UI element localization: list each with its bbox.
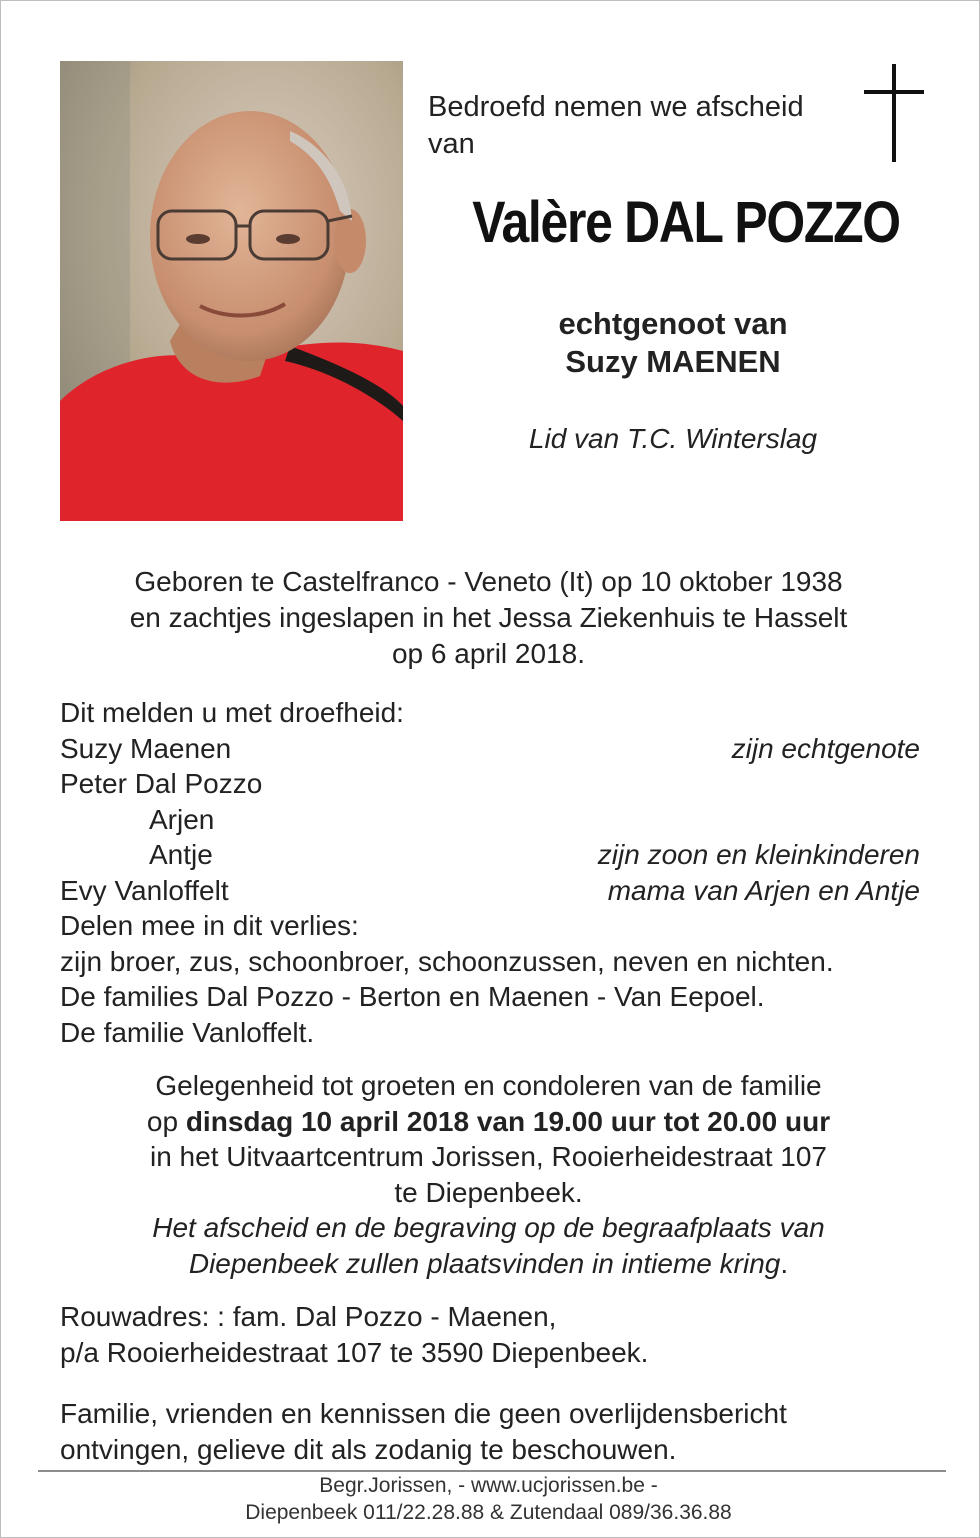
portrait-photo xyxy=(60,61,403,521)
funeral-home-footer xyxy=(41,1472,936,1526)
mourner-role: mama van Arjen en Antje xyxy=(607,874,920,906)
visit-location: in het Uitvaartcentrum Jorissen, Rooierheidestraat 107 xyxy=(149,1141,827,1172)
mourner-row xyxy=(60,766,920,802)
mourner-name: Suzy Maenen xyxy=(60,732,232,764)
intro-text: Bedroefd nemen we afscheid van xyxy=(428,91,804,160)
portrait-image xyxy=(60,61,403,521)
spouse-block xyxy=(471,305,875,381)
address-line: p/a Rooierheidestraat 107 te 3590 Diepenbeek. xyxy=(60,1336,649,1368)
address-line: Rouwadres: : fam. Dal Pozzo - Maenen, xyxy=(60,1301,557,1332)
mourner-name: Evy Vanloffelt xyxy=(60,874,229,906)
notice-text xyxy=(60,1396,940,1467)
visit-line: Gelegenheid tot groeten en condoleren van de familie xyxy=(155,1070,822,1101)
mourner-row xyxy=(60,802,920,838)
mourner-name: Peter Dal Pozzo xyxy=(60,768,263,799)
mourner-row xyxy=(60,873,920,909)
death-line: en zachtjes ingeslapen in het Jessa Ziekenhuis te Hasselt xyxy=(129,602,848,633)
membership-text: Lid van T.C. Winterslag xyxy=(528,423,818,454)
mourner-name: Antje xyxy=(149,839,213,870)
spouse-label: echtgenoot van xyxy=(558,306,788,341)
share-line: De families Dal Pozzo - Berton en Maenen - Van Eepoel. xyxy=(60,981,765,1012)
spouse-name: Suzy MAENEN xyxy=(565,344,781,379)
share-line: De familie Vanloffelt. xyxy=(60,1016,315,1048)
footer-line: Begr.Jorissen, - www.ucjorissen.be - xyxy=(319,1474,658,1497)
birth-line: Geboren te Castelfranco - Veneto (It) op 10 oktober 1938 xyxy=(134,566,843,597)
death-date-line: op 6 april 2018. xyxy=(391,638,586,669)
notice-line: ontvingen, gelieve dit als zodanig te beschouwen. xyxy=(60,1433,677,1465)
footer-line: Diepenbeek 011/22.28.88 & Zutendaal 089/36.36.88 xyxy=(245,1501,732,1524)
share-line: zijn broer, zus, schoonbroer, schoonzussen, neven en nichten. xyxy=(60,945,834,977)
mourner-role: zijn zoon en kleinkinderen xyxy=(597,839,920,870)
announcement-intro: Dit melden u met droefheid: xyxy=(60,697,404,728)
mourning-address xyxy=(60,1299,940,1370)
visitation-info xyxy=(41,1068,936,1281)
mourners-list xyxy=(60,695,920,1050)
visit-town: te Diepenbeek. xyxy=(394,1176,583,1208)
cross-icon xyxy=(864,64,924,162)
mourner-name: Arjen xyxy=(149,803,215,835)
notice-line: Familie, vrienden en kennissen die geen overlijdensbericht xyxy=(60,1398,787,1429)
burial-line: Diepenbeek zullen plaatsvinden in intieme kring. xyxy=(188,1247,789,1279)
deceased-name: Valère DAL POZZO xyxy=(472,190,900,255)
mourner-row xyxy=(60,731,920,767)
visit-date-line: op dinsdag 10 april 2018 van 19.00 uur tot 20.00 uur xyxy=(146,1105,831,1137)
mourner-role: zijn echtgenote xyxy=(731,732,920,764)
visit-date: dinsdag 10 april 2018 van 19.00 uur tot 20.00 uur xyxy=(185,1105,831,1137)
burial-line: Het afscheid en de begraving op de begraafplaats van xyxy=(152,1212,825,1243)
birth-death-text xyxy=(41,564,936,672)
share-intro: Delen mee in dit verlies: xyxy=(60,910,359,941)
mourner-row xyxy=(60,837,920,873)
